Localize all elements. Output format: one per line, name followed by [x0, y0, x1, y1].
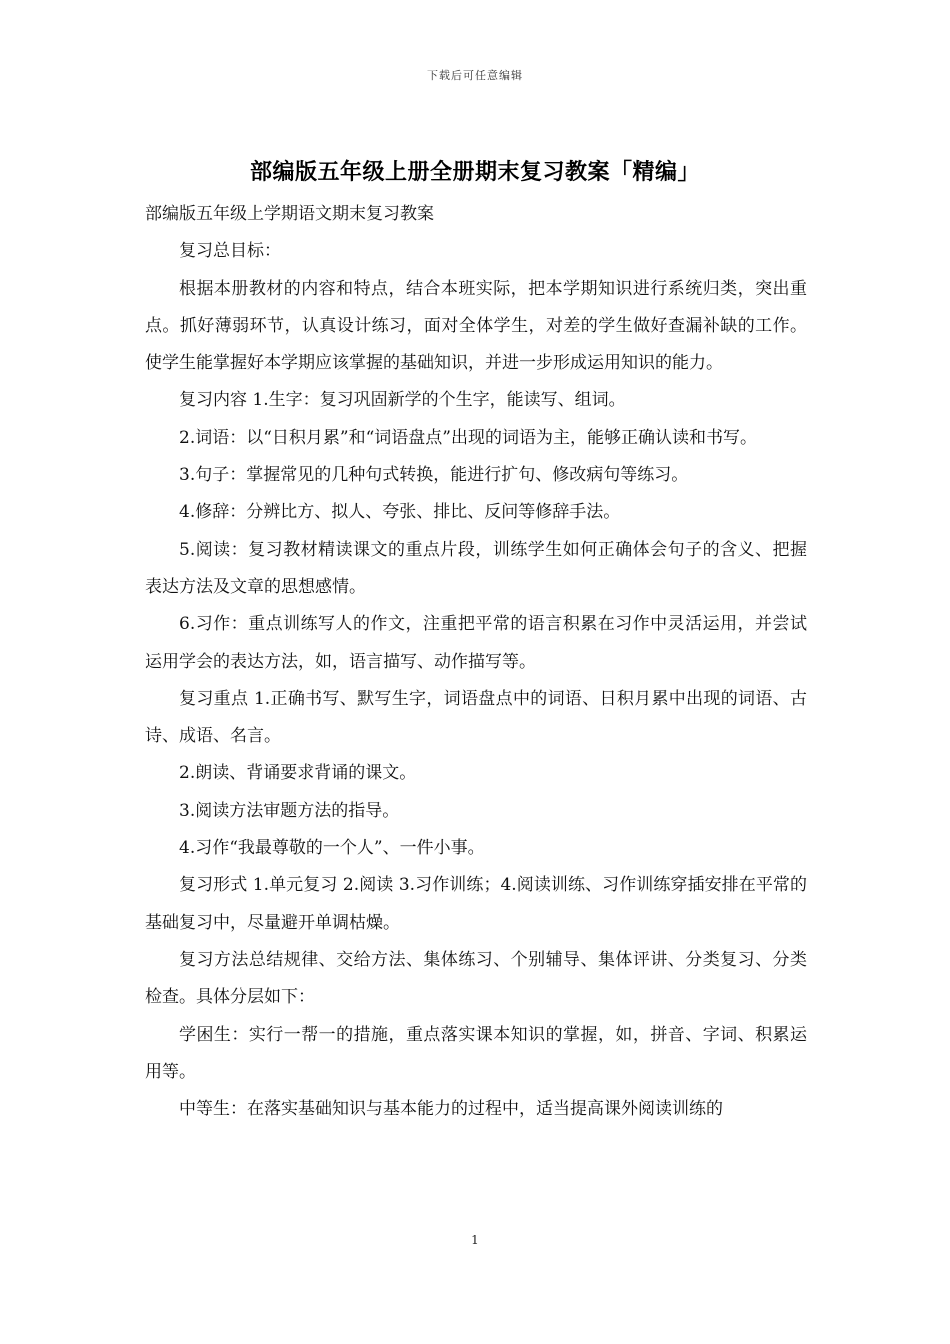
document-body — [145, 196, 807, 1128]
paragraph-content-characters: 复习内容 1.生字：复习巩固新学的个生字，能读写、组词。 — [179, 390, 626, 411]
page-number: 1 — [471, 1233, 479, 1247]
paragraph-content-reading: 5.阅读：复习教材精读课文的重点片段，训练学生如何正确体会句子的含义、把握表达方法及文章的思想感情。 — [145, 539, 807, 597]
header-note: 下载后可任意编辑 — [427, 69, 523, 82]
paragraph-struggling-students: 学困生：实行一帮一的措施，重点落实课本知识的掌握，如，拼音、字词、积累运用等。 — [145, 1024, 807, 1082]
paragraph-key-points-2: 2.朗读、背诵要求背诵的课文。 — [179, 763, 417, 784]
paragraph-content-rhetoric: 4.修辞：分辨比方、拟人、夸张、排比、反问等修辞手法。 — [179, 502, 621, 523]
paragraph-review-goal-heading: 复习总目标： — [179, 241, 281, 262]
subtitle-paragraph: 部编版五年级上学期语文期末复习教案 — [145, 204, 434, 224]
paragraph-middle-students: 中等生：在落实基础知识与基本能力的过程中，适当提高课外阅读训练的 — [179, 1099, 723, 1120]
paragraph-key-points-1: 复习重点 1.正确书写、默写生字，词语盘点中的词语、日积月累中出现的词语、古诗、成语、名言。 — [145, 688, 807, 747]
document-title: 部编版五年级上册全册期末复习教案「精编」 — [249, 160, 700, 185]
paragraph-review-method: 复习方法总结规律、交给方法、集体练习、个别辅导、集体评讲、分类复习、分类检查。具体分层如下： — [145, 949, 807, 1008]
paragraph-content-words: 2.词语：以“日积月累”和“词语盘点”出现的词语为主，能够正确认读和书写。 — [179, 427, 757, 448]
paragraph-content-writing: 6.习作：重点训练写人的作文，注重把平常的语言积累在习作中灵活运用，并尝试运用学会的表达方法，如，语言描写、动作描写等。 — [145, 614, 807, 672]
paragraph-review-form: 复习形式 1.单元复习 2.阅读 3.习作训练；4.阅读训练、习作训练穿插安排在平常的基础复习中，尽量避开单调枯燥。 — [145, 875, 807, 933]
paragraph-key-points-3: 3.阅读方法审题方法的指导。 — [179, 800, 400, 821]
paragraph-key-points-4: 4.习作“我最尊敬的一个人”、一件小事。 — [179, 838, 485, 859]
paragraph-review-goal: 根据本册教材的内容和特点，结合本班实际，把本学期知识进行系统归类，突出重点。抓好薄弱环节，认真设计练习，面对全体学生，对差的学生做好查漏补缺的工作。使学生能掌握好本学期应该掌握的基础知识，并进一步形成运用知识的能力。 — [145, 278, 807, 374]
paragraph-content-sentences: 3.句子：掌握常见的几种句式转换，能进行扩句、修改病句等练习。 — [179, 465, 689, 486]
